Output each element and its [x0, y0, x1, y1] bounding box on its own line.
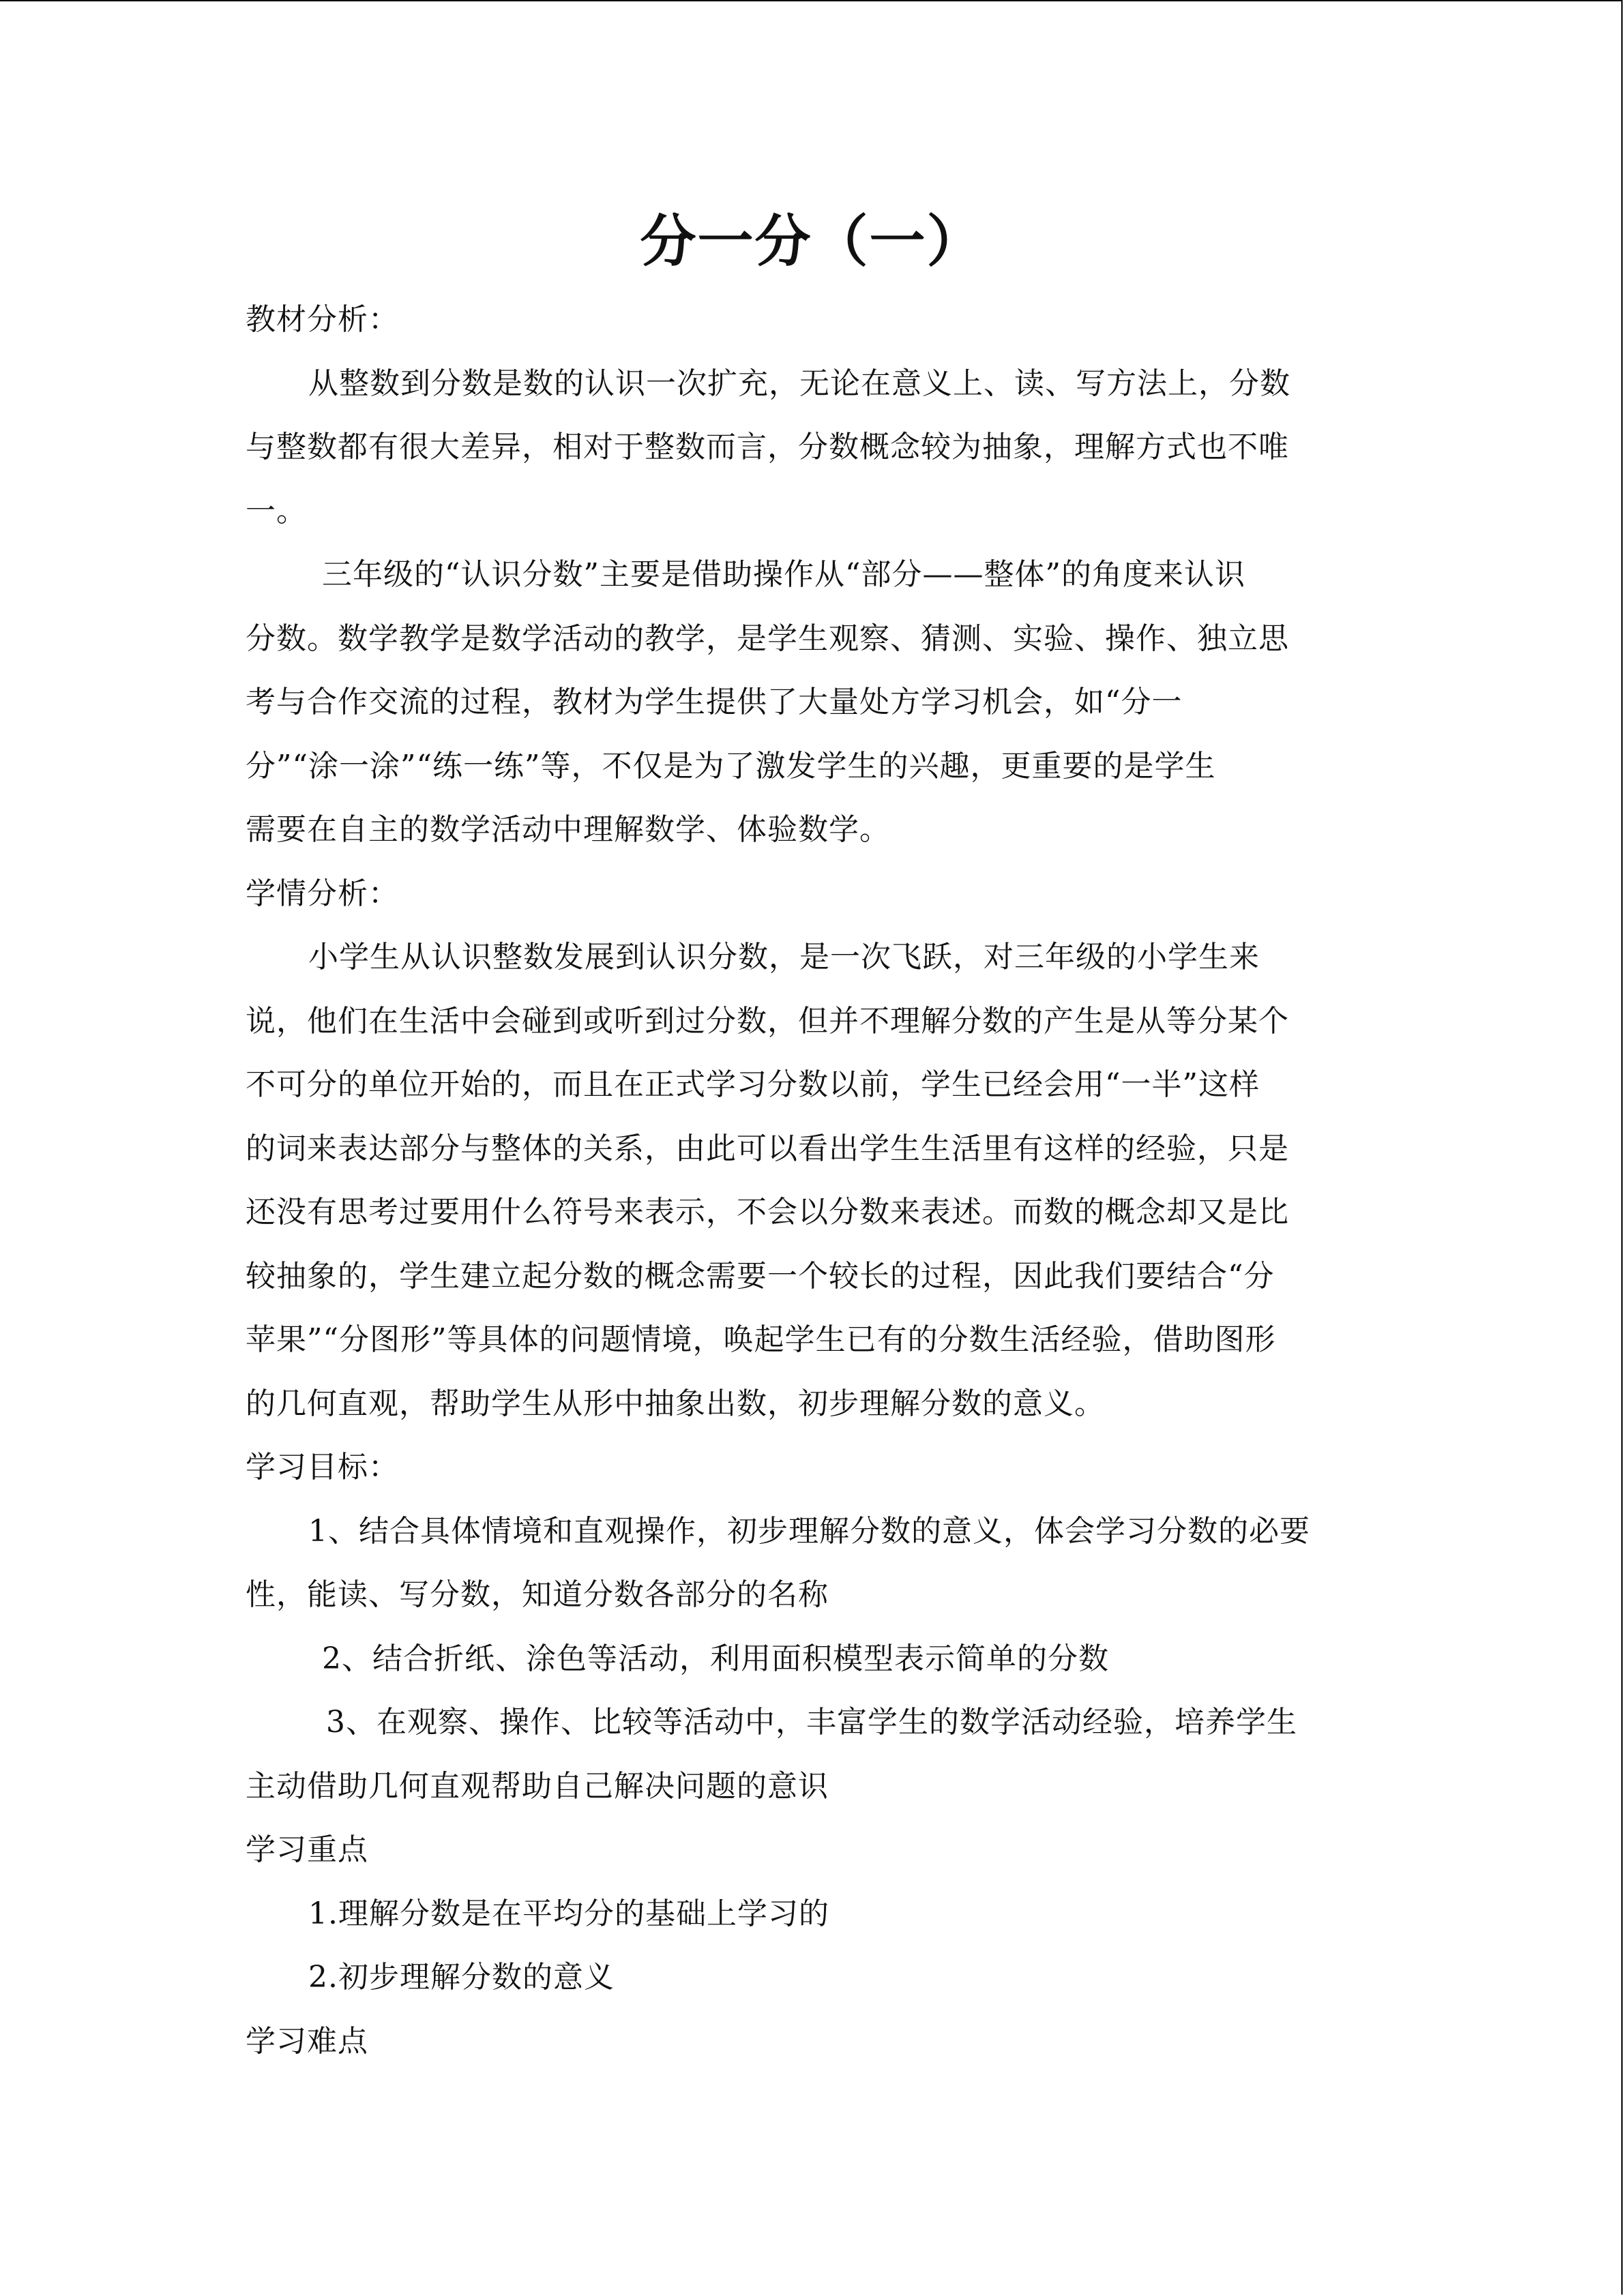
- goal-item: 3、在观察、操作、比较等活动中，丰富学生的数学活动经验，培养学生: [326, 1705, 1297, 1740]
- goal-item: 1、结合具体情境和直观操作，初步理解分数的意义，体会学习分数的必要: [308, 1513, 1310, 1549]
- document-body: [246, 288, 1378, 2073]
- paragraph-line: 与整数都有很大差异，相对于整数而言，分数概念较为抽象，理解方式也不唯: [246, 430, 1289, 464]
- section-heading-learning-goals: 学习目标：: [246, 1450, 399, 1485]
- page-title: 分一分（一）: [640, 209, 984, 274]
- paragraph-line: 主动借助几何直观帮助自己解决问题的意识: [246, 1768, 829, 1804]
- goal-item: 2、结合折纸、涂色等活动，利用面积模型表示简单的分数: [322, 1641, 1109, 1676]
- key-point-item: 1.理解分数是在平均分的基础上学习的: [308, 1896, 829, 1931]
- paragraph-line: 分”“涂一涂”“练一练”等，不仅是为了激发学生的兴趣，更重要的是学生: [246, 748, 1216, 784]
- section-heading-textbook-analysis: 教材分析：: [246, 302, 399, 337]
- section-heading-student-analysis: 学情分析：: [246, 876, 399, 911]
- section-heading-difficulties: 学习难点: [246, 2023, 368, 2059]
- paragraph-line: 不可分的单位开始的，而且在正式学习分数以前，学生已经会用“一半”这样: [246, 1067, 1260, 1102]
- key-point-item: 2.初步理解分数的意义: [308, 1960, 615, 1995]
- section-heading-key-points: 学习重点: [246, 1832, 368, 1867]
- paragraph-line: 苹果”“分图形”等具体的问题情境，唤起学生已有的分数生活经验，借助图形: [246, 1322, 1276, 1357]
- paragraph-line: 从整数到分数是数的认识一次扩充，无论在意义上、读、写方法上，分数: [308, 366, 1290, 401]
- paragraph-line: 较抽象的，学生建立起分数的概念需要一个较长的过程，因此我们要结合“分: [246, 1258, 1275, 1294]
- paragraph-line: 一。: [246, 493, 307, 528]
- paragraph-line: 说，他们在生活中会碰到或听到过分数，但并不理解分数的产生是从等分某个: [246, 1003, 1289, 1039]
- paragraph-line: 考与合作交流的过程，教材为学生提供了大量处方学习机会，如“分一: [246, 685, 1183, 719]
- paragraph-line: 还没有思考过要用什么符号来表示，不会以分数来表述。而数的概念却又是比: [246, 1195, 1289, 1229]
- paragraph-line: 的词来表达部分与整体的关系，由此可以看出学生生活里有这样的经验，只是: [246, 1131, 1289, 1166]
- paragraph-line: 性，能读、写分数，知道分数各部分的名称: [246, 1577, 829, 1612]
- paragraph-line: 需要在自主的数学活动中理解数学、体验数学。: [246, 812, 890, 847]
- paragraph-line: 三年级的“认识分数”主要是借助操作从“部分——整体”的角度来认识: [322, 557, 1245, 592]
- paragraph-line: 的几何直观，帮助学生从形中抽象出数，初步理解分数的意义。: [246, 1386, 1105, 1421]
- paragraph-line: 分数。数学教学是数学活动的教学，是学生观察、猜测、实验、操作、独立思: [246, 621, 1289, 656]
- paragraph-line: 小学生从认识整数发展到认识分数，是一次飞跃，对三年级的小学生来: [308, 940, 1260, 974]
